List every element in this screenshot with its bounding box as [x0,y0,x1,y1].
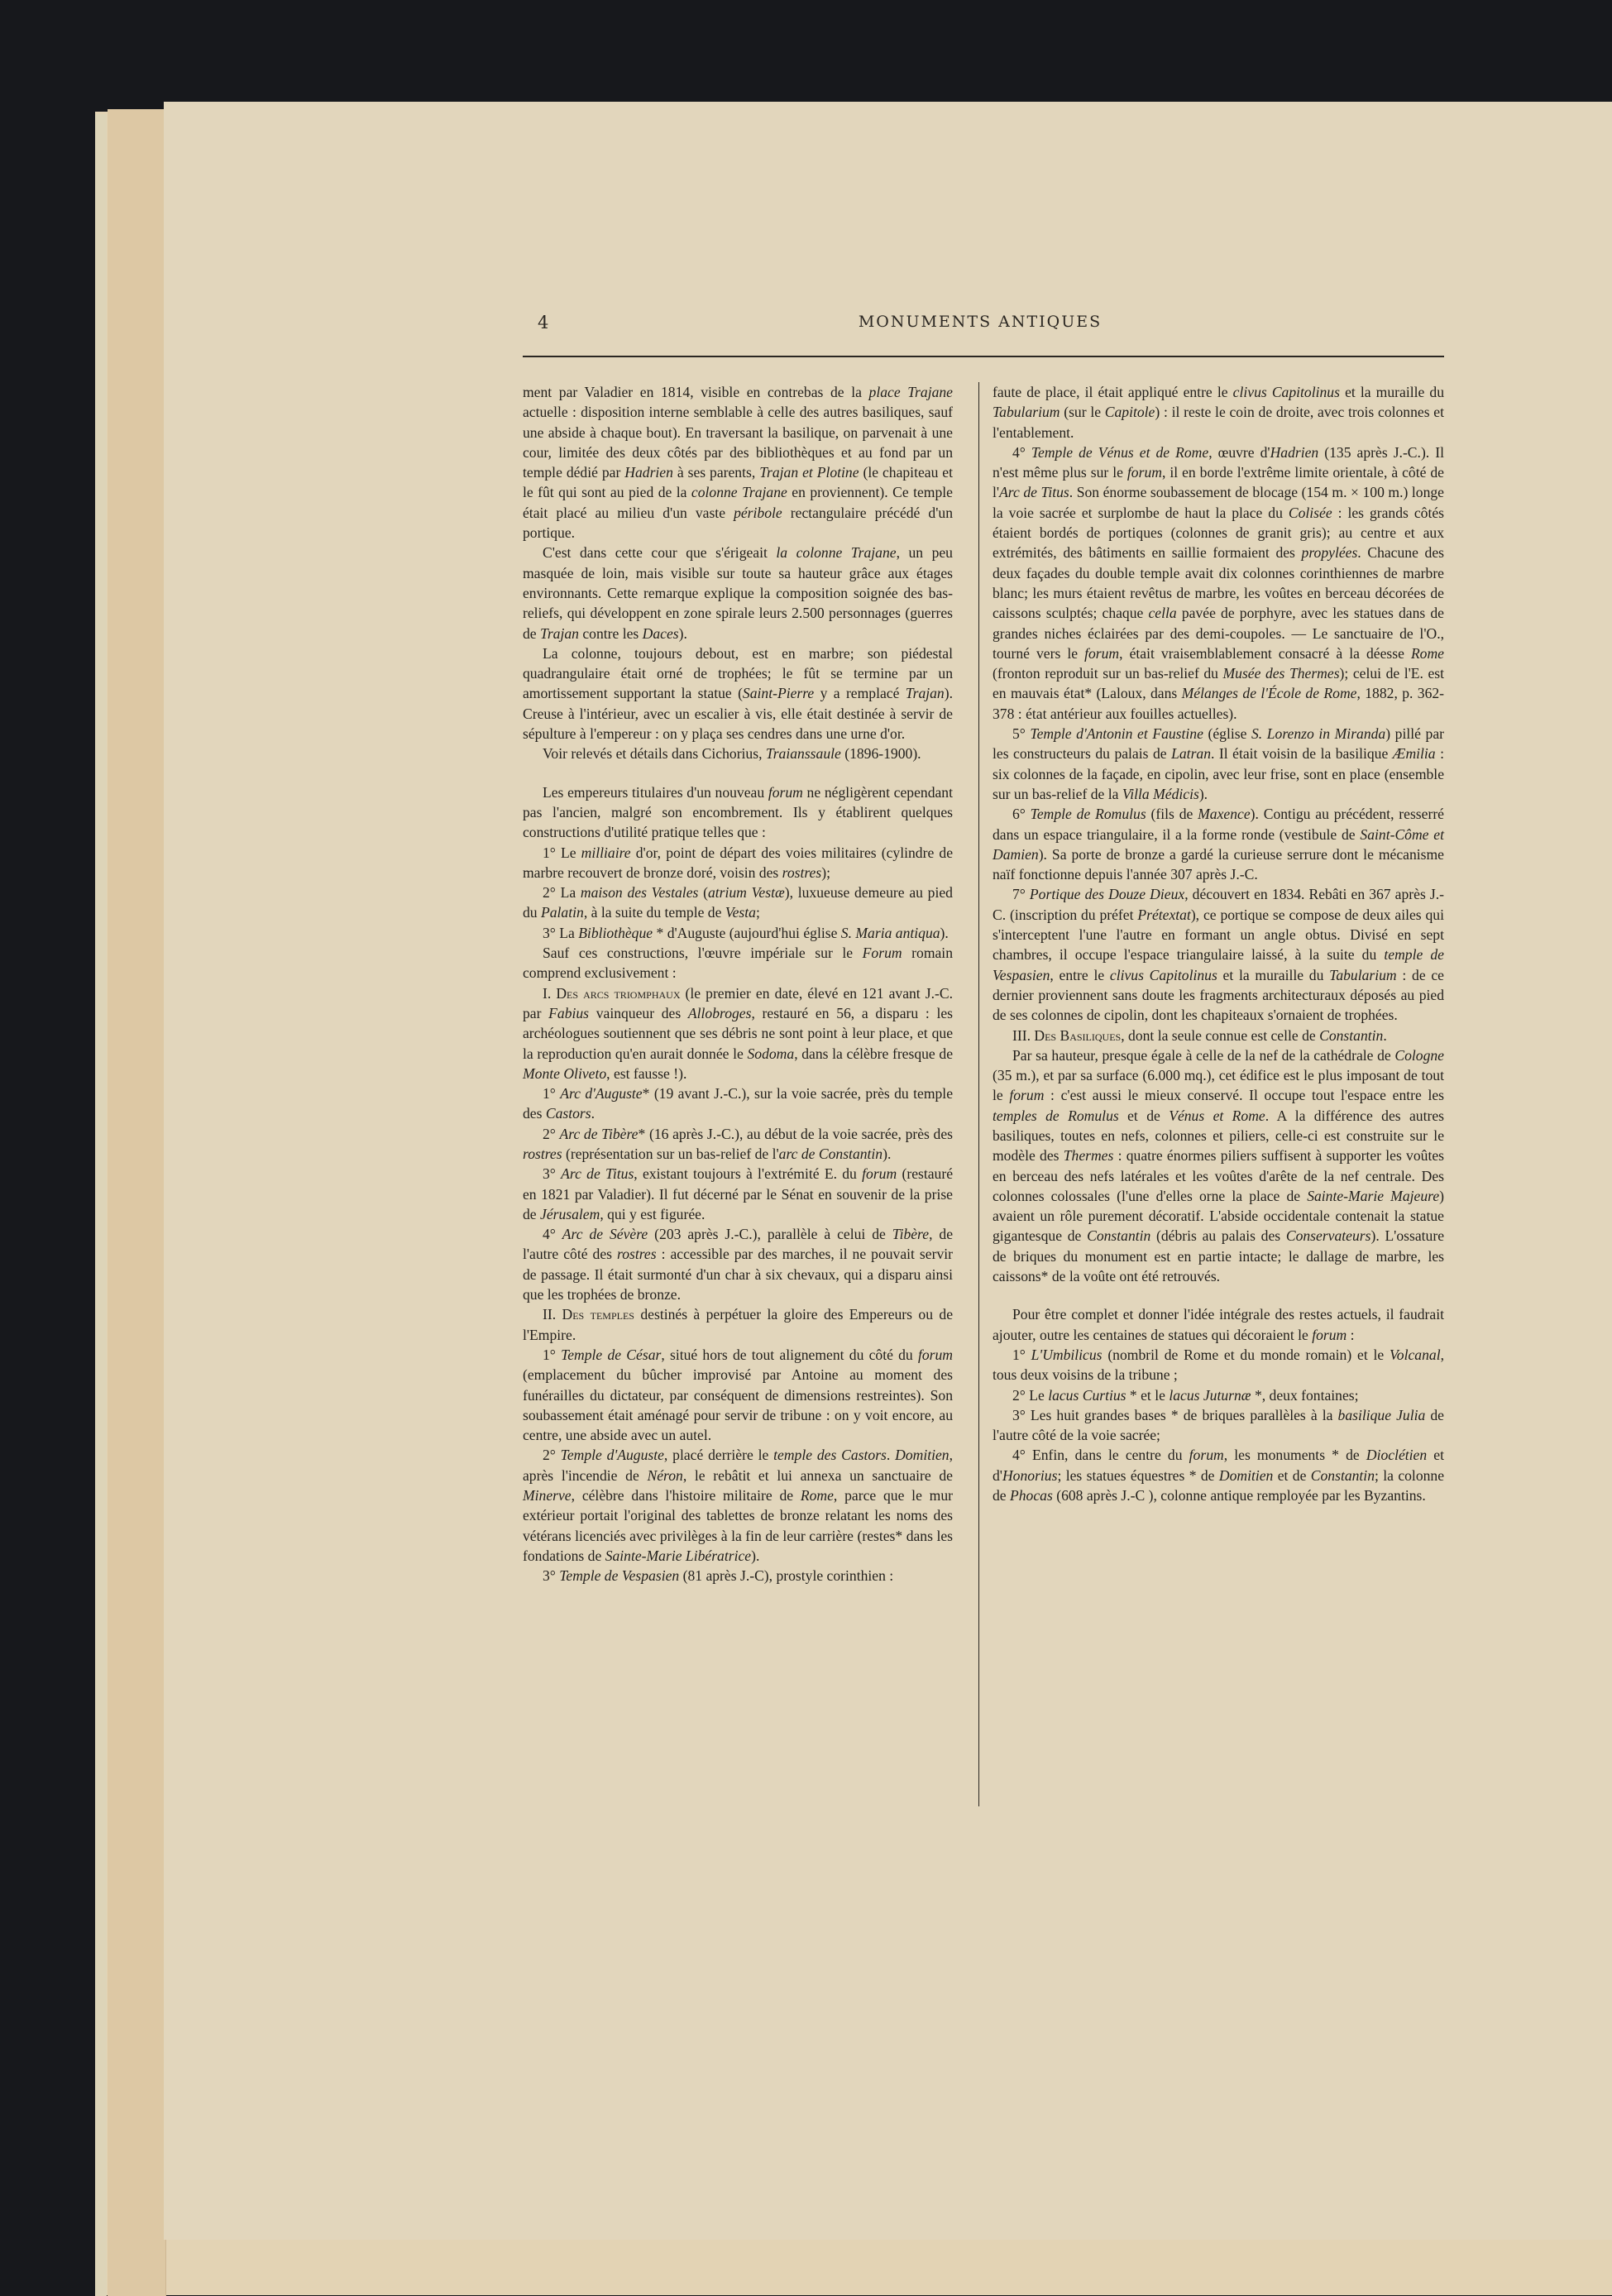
text: ). L'ossature de briques du monument est en partie intacte; le dallage de marbre, les caissons* de la voûte ont été retrouvés. [993,1227,1445,1285]
text: , de l'autre côté des [523,1226,954,1263]
text: à ses parents, [672,464,760,481]
text: et la muraille du [1339,384,1445,400]
italic-term: temple des Castors [773,1447,887,1464]
italic-term: Hadrien [624,464,673,481]
text: vainqueur des [589,1004,688,1021]
text: : six colonnes de la façade, en cipolin, avec leur frise, sont en place (ensemble sur un bas-relief de la [993,745,1444,802]
text: Par sa hauteur, presque égale à celle de la nef de la cathédrale de [1012,1046,1395,1064]
text: 1° [543,1346,562,1363]
italic-term: Conservateurs [1285,1227,1371,1245]
text: ); celui de l'E. est en mauvais état* (Laloux, dans [993,665,1444,702]
italic-term: temples de Romulus [993,1107,1119,1124]
italic-term: Saint-Côme et Damien [993,825,1444,863]
text: ( [698,884,708,902]
text: et d' [993,1447,1444,1484]
column-divider [978,382,979,1806]
italic-term: Phocas [1010,1487,1053,1504]
underlying-sheet-margin [108,109,166,2296]
italic-term: Daces [642,624,679,642]
text: (135 après J.-C.). Il n'est même plus sur le [993,443,1444,481]
text: 5° [1012,725,1031,743]
text: (1896-1900). [840,745,921,763]
paragraph [523,1304,953,1345]
text: I. [543,984,557,1002]
text: actuelle : disposition interne semblable à celle des autres basiliques, sauf une abside à chaque bout). En traversant la basilique, on parvenait à une cour, limitée des deux côtés par des bibliothèques et au fond par un temple dédié par [523,404,953,481]
text: et de [1273,1466,1311,1484]
text: , qui y est figurée. [600,1205,706,1222]
text: Voir relevés et détails dans Cichorius, [543,745,766,763]
text: (fils de [1146,806,1198,823]
italic-term: L'Umbilicus [1031,1346,1103,1363]
italic-term: Temple de Romulus [1030,806,1146,823]
text: (608 après J.-C ), colonne antique remployée par les Byzantins. [1052,1487,1426,1504]
italic-term: la colonne Trajane [776,544,897,562]
text: , il en borde l'extrême limite orientale, à côté de l' [993,464,1444,501]
italic-term: Sainte-Marie Majeure [1307,1187,1440,1204]
italic-term: cella [1148,605,1177,622]
text: ). Sa porte de bronze a gardé la curieuse serrure dont le mécanisme naïf fonctionne depuis l'année 307 après J.-C. [993,845,1444,883]
italic-term: rostres [782,863,822,881]
paragraph [993,382,1444,442]
text: et de [1118,1107,1170,1124]
text: , était vraisemblablement consacré à la déesse [1119,644,1411,662]
text: , les monuments * de [1223,1447,1366,1464]
italic-term: Maxence [1198,806,1251,823]
text: ). Contigu au précédent, resserré dans un espace triangulaire, il a la forme ronde (vestibule de [993,806,1444,843]
italic-term: Fabius [548,1004,590,1021]
italic-term: Minerve [523,1487,572,1504]
paragraph [993,1445,1444,1505]
text: ) : il reste le coin de droite, avec trois colonnes et l'entablement. [993,404,1444,441]
italic-term: Honorius [1002,1466,1058,1484]
italic-term: place Trajane [868,384,953,400]
paragraph [993,1405,1444,1446]
text: ); [821,863,830,881]
text: , parce que le mur extérieur portait l'original des tablettes de bronze relatant les noms des vétérans licenciés avec privilèges à la fin de leur carrière (restes* dans les fondations de [523,1487,954,1564]
text: (débris au palais des [1150,1227,1286,1245]
text: (le premier en date, élevé en 121 avant J.-C. par [523,984,953,1021]
text: . Son énorme soubassement de blocage (154 m. × 100 m.) longe la voie sacrée et surplombe de haut la place du [993,484,1444,521]
header-rule [523,356,1444,357]
italic-term: Arc d'Auguste [560,1085,643,1103]
text: (81 après J.-C), prostyle corinthien : [679,1567,894,1585]
paragraph [993,1045,1444,1287]
text: , 1882, p. 362-378 : état antérieur aux fouilles actuelles). [993,685,1445,722]
paragraph [523,843,953,883]
text: , existant toujours à l'extrémité E. du [634,1165,863,1183]
text: (203 après J.-C.), parallèle à celui de [648,1226,892,1243]
text: * et le [1126,1386,1170,1404]
text: ; les statues équestres * de [1057,1466,1219,1484]
text: , entre le [1050,966,1110,983]
italic-term: Temple d'Auguste [560,1447,664,1464]
text: , découvert en 1834. Rebâti en 367 après J.-C. (inscription du préfet [993,886,1444,923]
italic-term: Trajan [905,685,945,702]
text: : les grands côtés étaient bordés de portiques (colonnes de granit gris); au centre et aux extrémités, des bâtiments en saillie formaient des [993,504,1444,562]
italic-term: maison des Vestales [580,884,699,902]
text: 4° Enfin, dans le centre du [1012,1447,1189,1464]
text: destinés à perpétuer la gloire des Empereurs ou de l'Empire. [523,1306,953,1343]
italic-term: Tabularium [993,404,1060,421]
sheet-edge [95,114,107,2296]
paragraph [523,744,953,763]
italic-term: S. Lorenzo in Miranda [1251,725,1386,743]
text: 1° [543,1085,561,1103]
italic-term: péribole [734,504,782,521]
italic-term: Hadrien [1270,443,1319,461]
italic-term: Vénus et Rome [1169,1107,1265,1124]
paragraph [523,883,953,923]
italic-term: Villa Médicis [1122,785,1199,802]
text: , est fausse !). [606,1064,687,1082]
paragraph [523,1345,953,1445]
text: 4° [543,1226,562,1243]
text: 3° La [543,924,579,941]
paragraph [993,724,1444,804]
italic-term: forum [862,1165,897,1183]
italic-term: Tabularium [1329,966,1397,983]
text: La colonne, toujours debout, est en marbre; son piédestal quadrangulaire était orné de trophées; le fût se termine par un amortissement supportant la statue ( [523,644,953,702]
text: Les empereurs titulaires d'un nouveau [543,783,768,801]
text: . A la différence des autres basiliques, toutes en nefs, colonnes et piliers, celle-ci est construite sur le modèle des [993,1107,1444,1165]
text: 3° [543,1567,560,1585]
italic-term: Æmilia [1392,745,1436,763]
italic-term: Monte Oliveto [523,1064,607,1082]
italic-term: Bibliothèque [578,924,653,941]
text: faute de place, il était appliqué entre le [993,384,1233,400]
paragraph [993,1304,1444,1345]
text: ). Creuse à l'intérieur, avec un escalier à vis, elle était destinée à servir de sépulture à l'empereur : on y plaça ses cendres dans une urne d'or. [523,685,953,743]
paragraph [523,643,953,744]
text: : c'est aussi le mieux conservé. Il occupe tout l'espace entre les [1044,1087,1444,1104]
italic-term: atrium Vestæ [707,884,785,902]
paragraph [523,923,953,943]
text: pavée de porphyre, avec les statues dans de grandes niches éclairées par des demi-coupoles. — Le sanctuaire de l'O., tourné vers le [993,605,1444,662]
text: ), ce portique se compose de deux ailes qui s'interceptent l'une l'autre en formant un angle obtus. Divisé en sept chambres, il occupe l'espace triangulaire laissé, à la suite du [993,906,1444,964]
paragraph [993,442,1444,724]
italic-term: Thermes [1063,1147,1114,1165]
text: . Chacune des deux façades du double temple avait dix colonnes corinthiennes de marbre blanc; les murs étaient revêtus de marbre, les voûtes en berceau décorées de caissons sculptés; chaque [993,544,1444,622]
text: , dont la seule connue est celle de [1121,1026,1320,1044]
paragraph [523,782,953,843]
italic-term: Musée des Thermes [1222,665,1340,682]
text: . [591,1105,596,1122]
italic-term: arc de Constantin [778,1145,883,1162]
text: de l'autre côté de la voie sacrée; [993,1406,1444,1444]
paragraph [523,1224,953,1304]
text: III. [1012,1026,1035,1044]
text: (le chapiteau et le fût qui sont au pied de la [523,464,954,501]
text: *, deux fontaines; [1251,1386,1359,1404]
page-header [513,313,1447,337]
italic-term: Temple de Vénus et de Rome [1031,443,1209,461]
text: ), luxueuse demeure au pied du [523,884,953,921]
italic-term: Arc de Titus [999,484,1069,501]
text: ; la colonne de [993,1466,1445,1504]
paragraph [523,943,953,983]
italic-term: Cologne [1394,1046,1444,1064]
italic-term: forum [1312,1326,1347,1343]
text: ne négligèrent cependant pas l'ancien, malgré son encombrement. Ils y établirent quelques constructions d'utilité pratique telles que : [523,783,953,841]
italic-term: Latran [1171,745,1212,763]
italic-term: colonne Trajane [691,484,787,501]
paragraph [993,804,1444,884]
text: , le rebâtit et lui annexa un sanctuaire de [682,1466,953,1484]
text: (restauré en 1821 par Valadier). Il fut décerné par le Sénat en souvenir de la prise de [523,1165,954,1222]
text: : accessible par des marches, il ne pouvait servir de passage. Il était surmonté d'un char à six chevaux, qui a disparu ainsi que les trophées de bronze. [523,1246,953,1303]
text: , célèbre dans l'histoire militaire de [571,1487,801,1504]
italic-term: lacus Curtius [1048,1386,1126,1404]
text: (sur le [1060,404,1105,421]
paragraph [993,1385,1444,1405]
text: : de ce dernier proviennent sans doute les fragments architecturaux déposés au pied de ses colonnes de cipolin, dont les chapiteaux s'ornaient de trophées. [993,966,1444,1024]
text: , œuvre d' [1208,443,1270,461]
text: 3° Les huit grandes bases * de briques parallèles à la [1012,1406,1338,1423]
italic-term: Arc de Titus [561,1165,634,1183]
paragraph [523,1164,953,1224]
text: ). [940,924,949,941]
paragraph [993,1026,1444,1045]
italic-term: rostres [523,1145,562,1162]
paragraph [523,1566,953,1586]
italic-term: Constantin [1319,1026,1384,1044]
italic-term: Arc de Sévère [562,1226,648,1243]
text: (nombril de Rome et du monde romain) et le [1102,1346,1390,1363]
right-column [993,382,1444,1505]
paragraph [993,1345,1444,1385]
italic-term: forum [768,783,803,801]
italic-term: Vesta [725,904,756,921]
text: d'or, point de départ des voies militaires (cylindre de marbre recouvert de bronze doré, voisin des [523,844,953,881]
text: , dans la célèbre fresque de [794,1045,954,1062]
paragraph [523,382,953,543]
text: , à la suite du temple de [583,904,725,921]
italic-term: Temple de César [561,1346,662,1363]
italic-term: clivus Capitolinus [1232,384,1340,400]
italic-term: Prétextat [1137,906,1191,923]
italic-term: Arc de Tibère [559,1125,639,1142]
italic-term: Néron [647,1466,683,1484]
text: (emplacement du bûcher improvisé par Antoine au moment des funérailles du dictateur, par conséquent de dimensions restreintes). Son soubassement était aménagé pour servir de tribune : on y voit encore, au centre, une abside avec un autel. [523,1366,953,1444]
page-number: 4 [538,313,549,332]
italic-term: milliaire [581,844,631,861]
italic-term: propylées [1301,544,1358,562]
text: Sauf ces constructions, l'œuvre impériale sur le [543,945,863,962]
text: (représentation sur un bas-relief de l' [562,1145,779,1162]
italic-term: clivus Capitolinus [1109,966,1217,983]
text: 1° Le [543,844,581,861]
italic-term: temple de Vespasien [993,946,1444,983]
text: en proviennent). Ce temple était placé au milieu d'un vaste [523,484,953,521]
text: C'est dans cette cour que s'érigeait [543,544,777,562]
italic-term: Capitole [1104,404,1155,421]
paragraph [523,983,953,1083]
italic-term: Jérusalem [540,1205,600,1222]
text: , situé hors de tout alignement du côté du [661,1346,918,1363]
text: , un peu masquée de loin, mais visible sur toute sa hauteur grâce aux étages environnants. Cette remarque explique la composition soignée des bas-reliefs, qui développent en zone spirale leurs 2.500 personnages (guerres de [523,544,953,642]
text: 4° [1012,443,1031,461]
italic-term: Trajan et Plotine [759,464,859,481]
italic-term: Temple de Vespasien [559,1567,680,1585]
paragraph [523,1083,953,1124]
text: 2° [543,1125,560,1142]
left-column [523,382,953,1586]
italic-term: forum [917,1346,953,1363]
italic-term: Rome [1410,644,1444,662]
paragraph [523,1124,953,1165]
paragraph [523,1445,953,1566]
text: * (16 après J.-C.), au début de la voie sacrée, près des [638,1125,954,1142]
text: ment par Valadier en 1814, visible en contrebas de la [523,384,869,400]
italic-term: Sodoma [747,1045,795,1062]
text: ; [755,904,760,921]
italic-term: Sainte-Marie Libératrice [605,1547,752,1564]
text: 1° [1012,1346,1031,1363]
text: ). [883,1145,892,1162]
text: : quatre énormes piliers suffisent à supporter les voûtes en berceau des nefs latérales et les voûtes d'arête de la nef centrale. Des colonnes colossales (l'une d'elles orne la place de [993,1147,1444,1204]
paragraph [993,884,1444,1025]
italic-term: basilique Julia [1337,1406,1426,1423]
text: 2° Le [1012,1386,1049,1404]
italic-term: Domitien [895,1447,950,1464]
italic-term: Colisée [1288,504,1332,521]
italic-term: lacus Juturnæ [1169,1386,1251,1404]
text: 6° [1012,806,1031,823]
text: ) avaient un rôle purement décoratif. L'abside occidentale contenait la statue gigantesque de [993,1187,1444,1245]
italic-term: forum [1009,1087,1045,1104]
text: , tous deux voisins de la tribune ; [993,1346,1444,1384]
italic-term: Allobroges [687,1004,752,1021]
text: ). [678,624,687,642]
text: (église [1203,725,1251,743]
text: . [886,1447,896,1464]
italic-term: Castors [545,1105,591,1122]
text: Pour être complet et donner l'idée intégrale des restes actuels, il faudrait ajouter, outre les centaines de statues qui décoraient le [993,1306,1444,1343]
text: contre les [578,624,643,642]
text: ). [1198,785,1208,802]
text: 2° [543,1447,561,1464]
text: 3° [543,1165,562,1183]
italic-term: Volcanal [1390,1346,1441,1363]
section-heading: Des temples [562,1306,634,1323]
text: et la muraille du [1217,966,1330,983]
italic-term: Constantin [1310,1466,1375,1484]
text: , après l'incendie de [523,1447,954,1484]
section-heading: Des arcs triomphaux [556,984,681,1002]
italic-term: Portique des Douze Dieux [1029,886,1185,903]
text: y a remplacé [814,685,906,702]
italic-term: Temple d'Antonin et Faustine [1030,725,1203,743]
text: ). [751,1547,760,1564]
text: II. [543,1306,562,1323]
text: * (19 avant J.-C.), sur la voie sacrée, près du temple des [523,1085,953,1122]
text: (35 m.), et par sa surface (6.000 mq.), cet édifice est le plus imposant de tout le [993,1067,1444,1104]
italic-term: Tibère [892,1226,930,1243]
italic-term: forum [1189,1447,1224,1464]
text: romain comprend exclusivement : [523,945,953,982]
italic-term: Rome [800,1487,834,1504]
italic-term: Palatin [541,904,584,921]
text: 7° [1012,886,1030,903]
text: . Il était voisin de la basilique [1211,745,1393,763]
italic-term: Mélanges de l'École de Rome [1181,685,1357,702]
italic-term: Traianssaule [765,745,841,763]
text: (fronton reproduit sur un bas-relief du [993,665,1223,682]
italic-term: Forum [862,945,902,962]
text: : [1347,1326,1355,1343]
text: * d'Auguste (aujourd'hui église [653,924,841,941]
section-heading: Des Basiliques [1034,1026,1122,1044]
italic-term: S. Maria antiqua [840,924,940,941]
italic-term: rostres [617,1246,657,1263]
italic-term: Trajan [540,624,579,642]
italic-term: Dioclétien [1366,1447,1428,1464]
running-title: MONUMENTS ANTIQUES [858,313,1103,331]
italic-term: forum [1126,464,1162,481]
text: , placé derrière le [663,1447,774,1464]
italic-term: Constantin [1087,1227,1151,1245]
italic-term: forum [1084,644,1120,662]
text: ) pillé par les constructeurs du palais de [993,725,1444,763]
text: 2° La [543,884,581,902]
text: rectangulaire précédé d'un portique. [523,504,953,542]
text: , restauré en 56, a disparu : les archéologues soutiennent que ses débris ne sont point à leur place, et que la reproduction qu'en aurait donnée le [523,1004,953,1062]
italic-term: Saint-Pierre [742,685,815,702]
paragraph [523,543,953,643]
italic-term: Domitien [1218,1466,1274,1484]
text: . [1383,1026,1387,1044]
